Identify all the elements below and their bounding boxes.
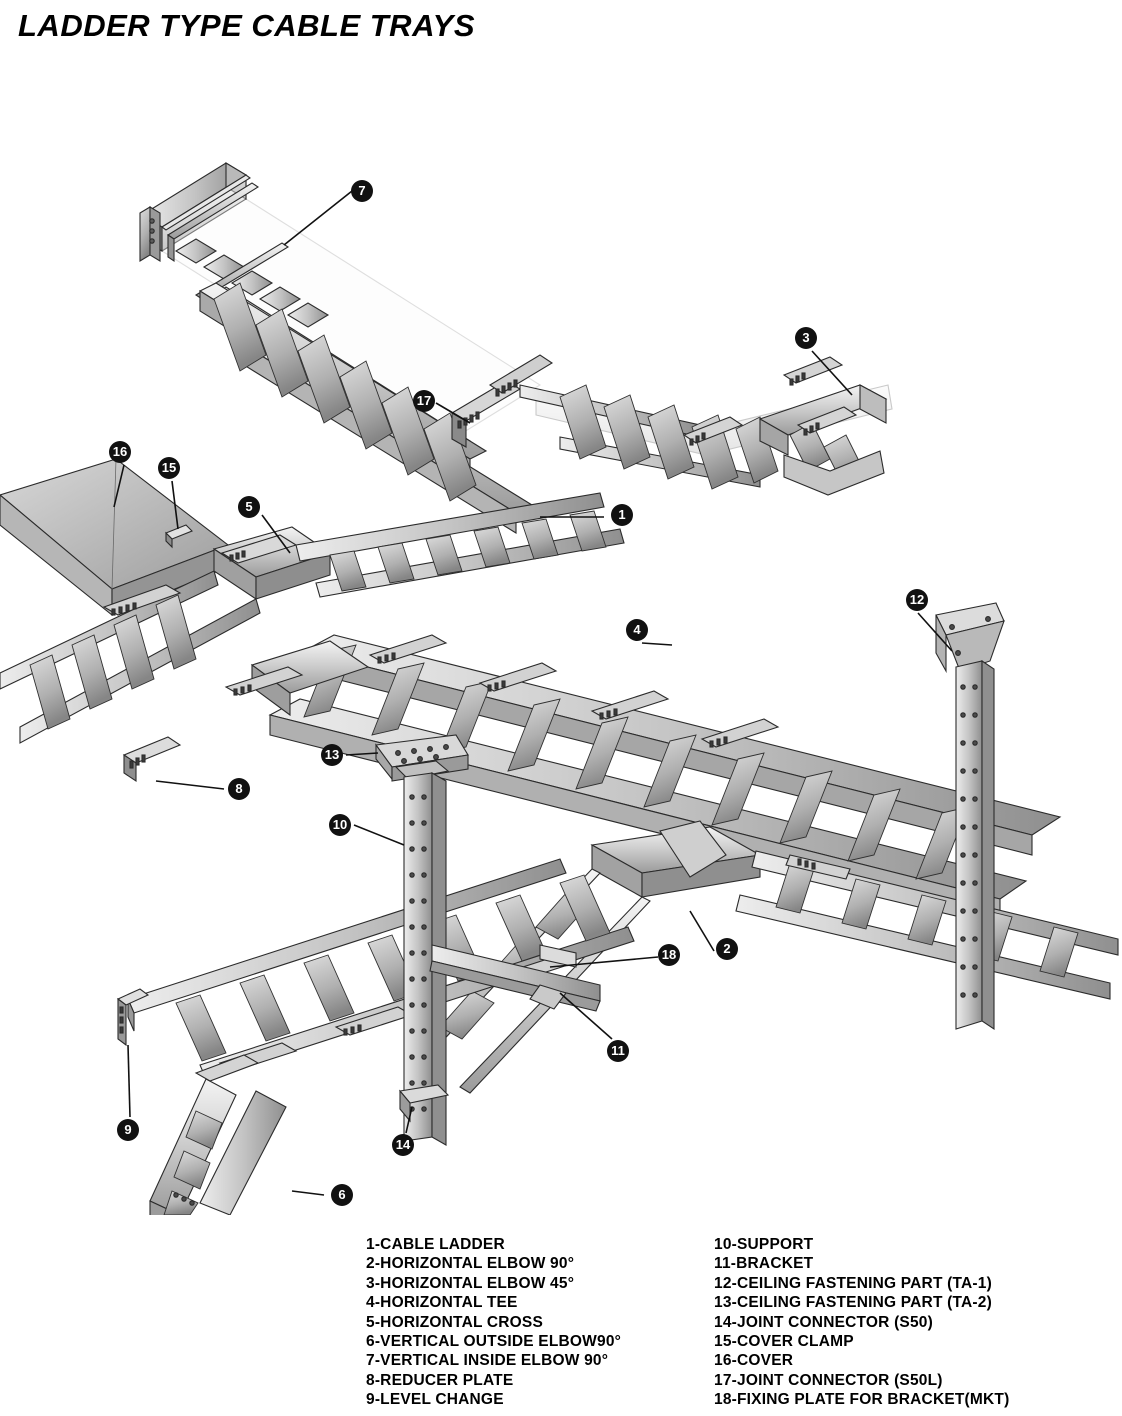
- callout-17: 17: [413, 390, 435, 412]
- legend-item-17: 17-JOINT CONNECTOR (S50L): [714, 1371, 943, 1389]
- diagram-svg: [0, 55, 1122, 1215]
- tray-run-upper-left: [140, 163, 560, 533]
- callout-3: 3: [795, 327, 817, 349]
- callout-5: 5: [238, 496, 260, 518]
- legend-item-4: 4-HORIZONTAL TEE: [366, 1294, 518, 1312]
- page-title: LADDER TYPE CABLE TRAYS: [18, 8, 476, 43]
- legend-item-5: 5-HORIZONTAL CROSS: [366, 1313, 543, 1331]
- callout-12: 12: [906, 589, 928, 611]
- callout-6: 6: [331, 1184, 353, 1206]
- callout-9: 9: [117, 1119, 139, 1141]
- legend-item-8: 8-REDUCER PLATE: [366, 1371, 514, 1389]
- callout-7: 7: [351, 180, 373, 202]
- legend: [0, 1235, 1122, 1410]
- callout-1: 1: [611, 504, 633, 526]
- callout-4: 4: [626, 619, 648, 641]
- legend-item-14: 14-JOINT CONNECTOR (S50): [714, 1313, 933, 1331]
- tray-lower-left-run: [118, 845, 634, 1215]
- legend-column-right: [714, 1235, 1009, 1410]
- legend-item-12: 12-CEILING FASTENING PART (TA-1): [714, 1274, 992, 1292]
- legend-item-7: 7-VERTICAL INSIDE ELBOW 90°: [366, 1352, 609, 1370]
- legend-item-10: 10-SUPPORT: [714, 1236, 814, 1253]
- callout-16: 16: [109, 441, 131, 463]
- legend-item-3: 3-HORIZONTAL ELBOW 45°: [366, 1274, 575, 1292]
- callout-10: 10: [329, 814, 351, 836]
- callout-11: 11: [607, 1040, 629, 1062]
- legend-item-15: 15-COVER CLAMP: [714, 1333, 854, 1351]
- tray-horizontal-elbow-90: [410, 821, 1118, 1093]
- legend-item-1: 1-CABLE LADDER: [366, 1236, 505, 1253]
- legend-item-11: 11-BRACKET: [714, 1255, 814, 1273]
- callout-15: 15: [158, 457, 180, 479]
- legend-item-18: 18-FIXING PLATE FOR BRACKET(MKT): [714, 1391, 1010, 1409]
- legend-column-left: [366, 1235, 621, 1410]
- legend-item-6: 6-VERTICAL OUTSIDE ELBOW90°: [366, 1333, 622, 1351]
- callout-14: 14: [392, 1134, 414, 1156]
- callout-13: 13: [321, 744, 343, 766]
- legend-item-2: 2-HORIZONTAL ELBOW 90°: [366, 1255, 575, 1273]
- legend-item-13: 13-CEILING FASTENING PART (TA-2): [714, 1294, 992, 1312]
- callout-2: 2: [716, 938, 738, 960]
- cable-tray-isometric-diagram: [0, 55, 1122, 1215]
- callout-8: 8: [228, 778, 250, 800]
- legend-item-16: 16-COVER: [714, 1352, 794, 1370]
- callout-18: 18: [658, 944, 680, 966]
- legend-item-9: 9-LEVEL CHANGE: [366, 1391, 504, 1409]
